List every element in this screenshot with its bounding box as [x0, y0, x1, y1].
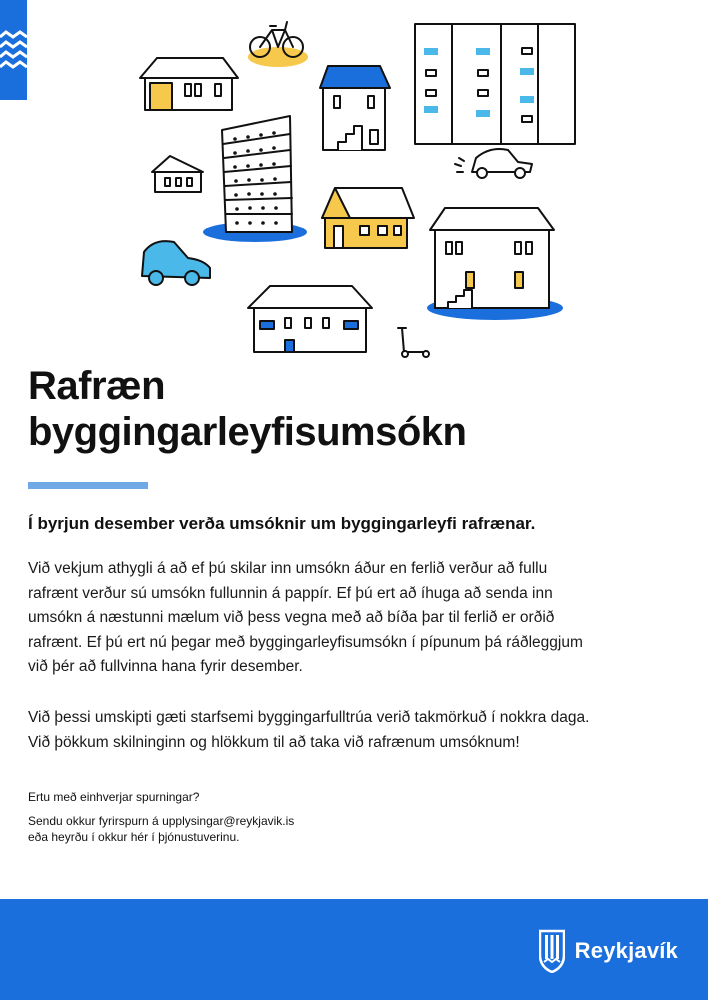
house-icon [427, 208, 563, 320]
car-icon [142, 241, 210, 285]
title-line: Rafræn [28, 364, 166, 408]
apartment-building-icon [203, 116, 307, 242]
reykjavik-wave-logo-icon [0, 0, 27, 100]
city-illustration [130, 10, 590, 365]
body-paragraph [28, 557, 688, 680]
paragraph-line: Við vekjum athygli á að ef þú skilar inn umsókn áður en ferlið verður að fullu [28, 560, 548, 577]
paragraph-line: rafrænt. Ef þú ert nú þegar með byggingarleyfisumsókn í pípunum þá ráðleggjum [28, 633, 583, 651]
reykjavik-brand [539, 929, 678, 973]
paragraph-line: umsókn á næstunni mælum við þess vegna með að bíða þar til ferlið er orðið [28, 609, 555, 626]
paragraph-line: Við þessi umskipti gæti starfsemi byggingarfulltrúa verið takmörkuð í nokkra daga. [28, 709, 590, 726]
house-icon [248, 286, 372, 352]
bicycle-icon [248, 22, 308, 67]
contact-question: Ertu með einhverjar spurningar? [28, 790, 200, 804]
house-icon [320, 66, 390, 150]
apartment-building-icon [415, 24, 575, 144]
paragraph-line: Við þökkum skilninginn og hlökkum til að taka við rafrænum umsóknum! [28, 733, 520, 751]
lead-text: Í byrjun desember verða umsóknir um byggingarleyfi rafrænar. [28, 514, 536, 533]
brand-name: Reykjavík [574, 938, 678, 963]
accent-divider [28, 482, 148, 489]
page-title [28, 363, 466, 455]
title-line: byggingarleyfisumsókn [28, 410, 467, 454]
footer-bar [0, 899, 708, 1000]
contact-email-line: Sendu okkur fyrirspurn á upplysingar@reykjavik.is [28, 814, 295, 828]
contact-info [28, 789, 294, 845]
body-paragraph [28, 706, 688, 755]
reykjavik-crest-icon [539, 929, 565, 973]
paragraph-line: við þér að fullvinna hana fyrir desember. [28, 658, 303, 675]
house-icon [152, 156, 203, 192]
scooter-icon [398, 328, 429, 357]
house-icon [322, 188, 414, 248]
car-icon [455, 149, 532, 178]
house-icon [140, 58, 238, 110]
paragraph-line: rafrænt verður sú umsókn fullunnin á pappír. Ef þú ert að íhuga að senda inn [28, 584, 553, 602]
contact-service-line: eða heyrðu í okkur hér í þjónustuverinu. [28, 830, 240, 844]
